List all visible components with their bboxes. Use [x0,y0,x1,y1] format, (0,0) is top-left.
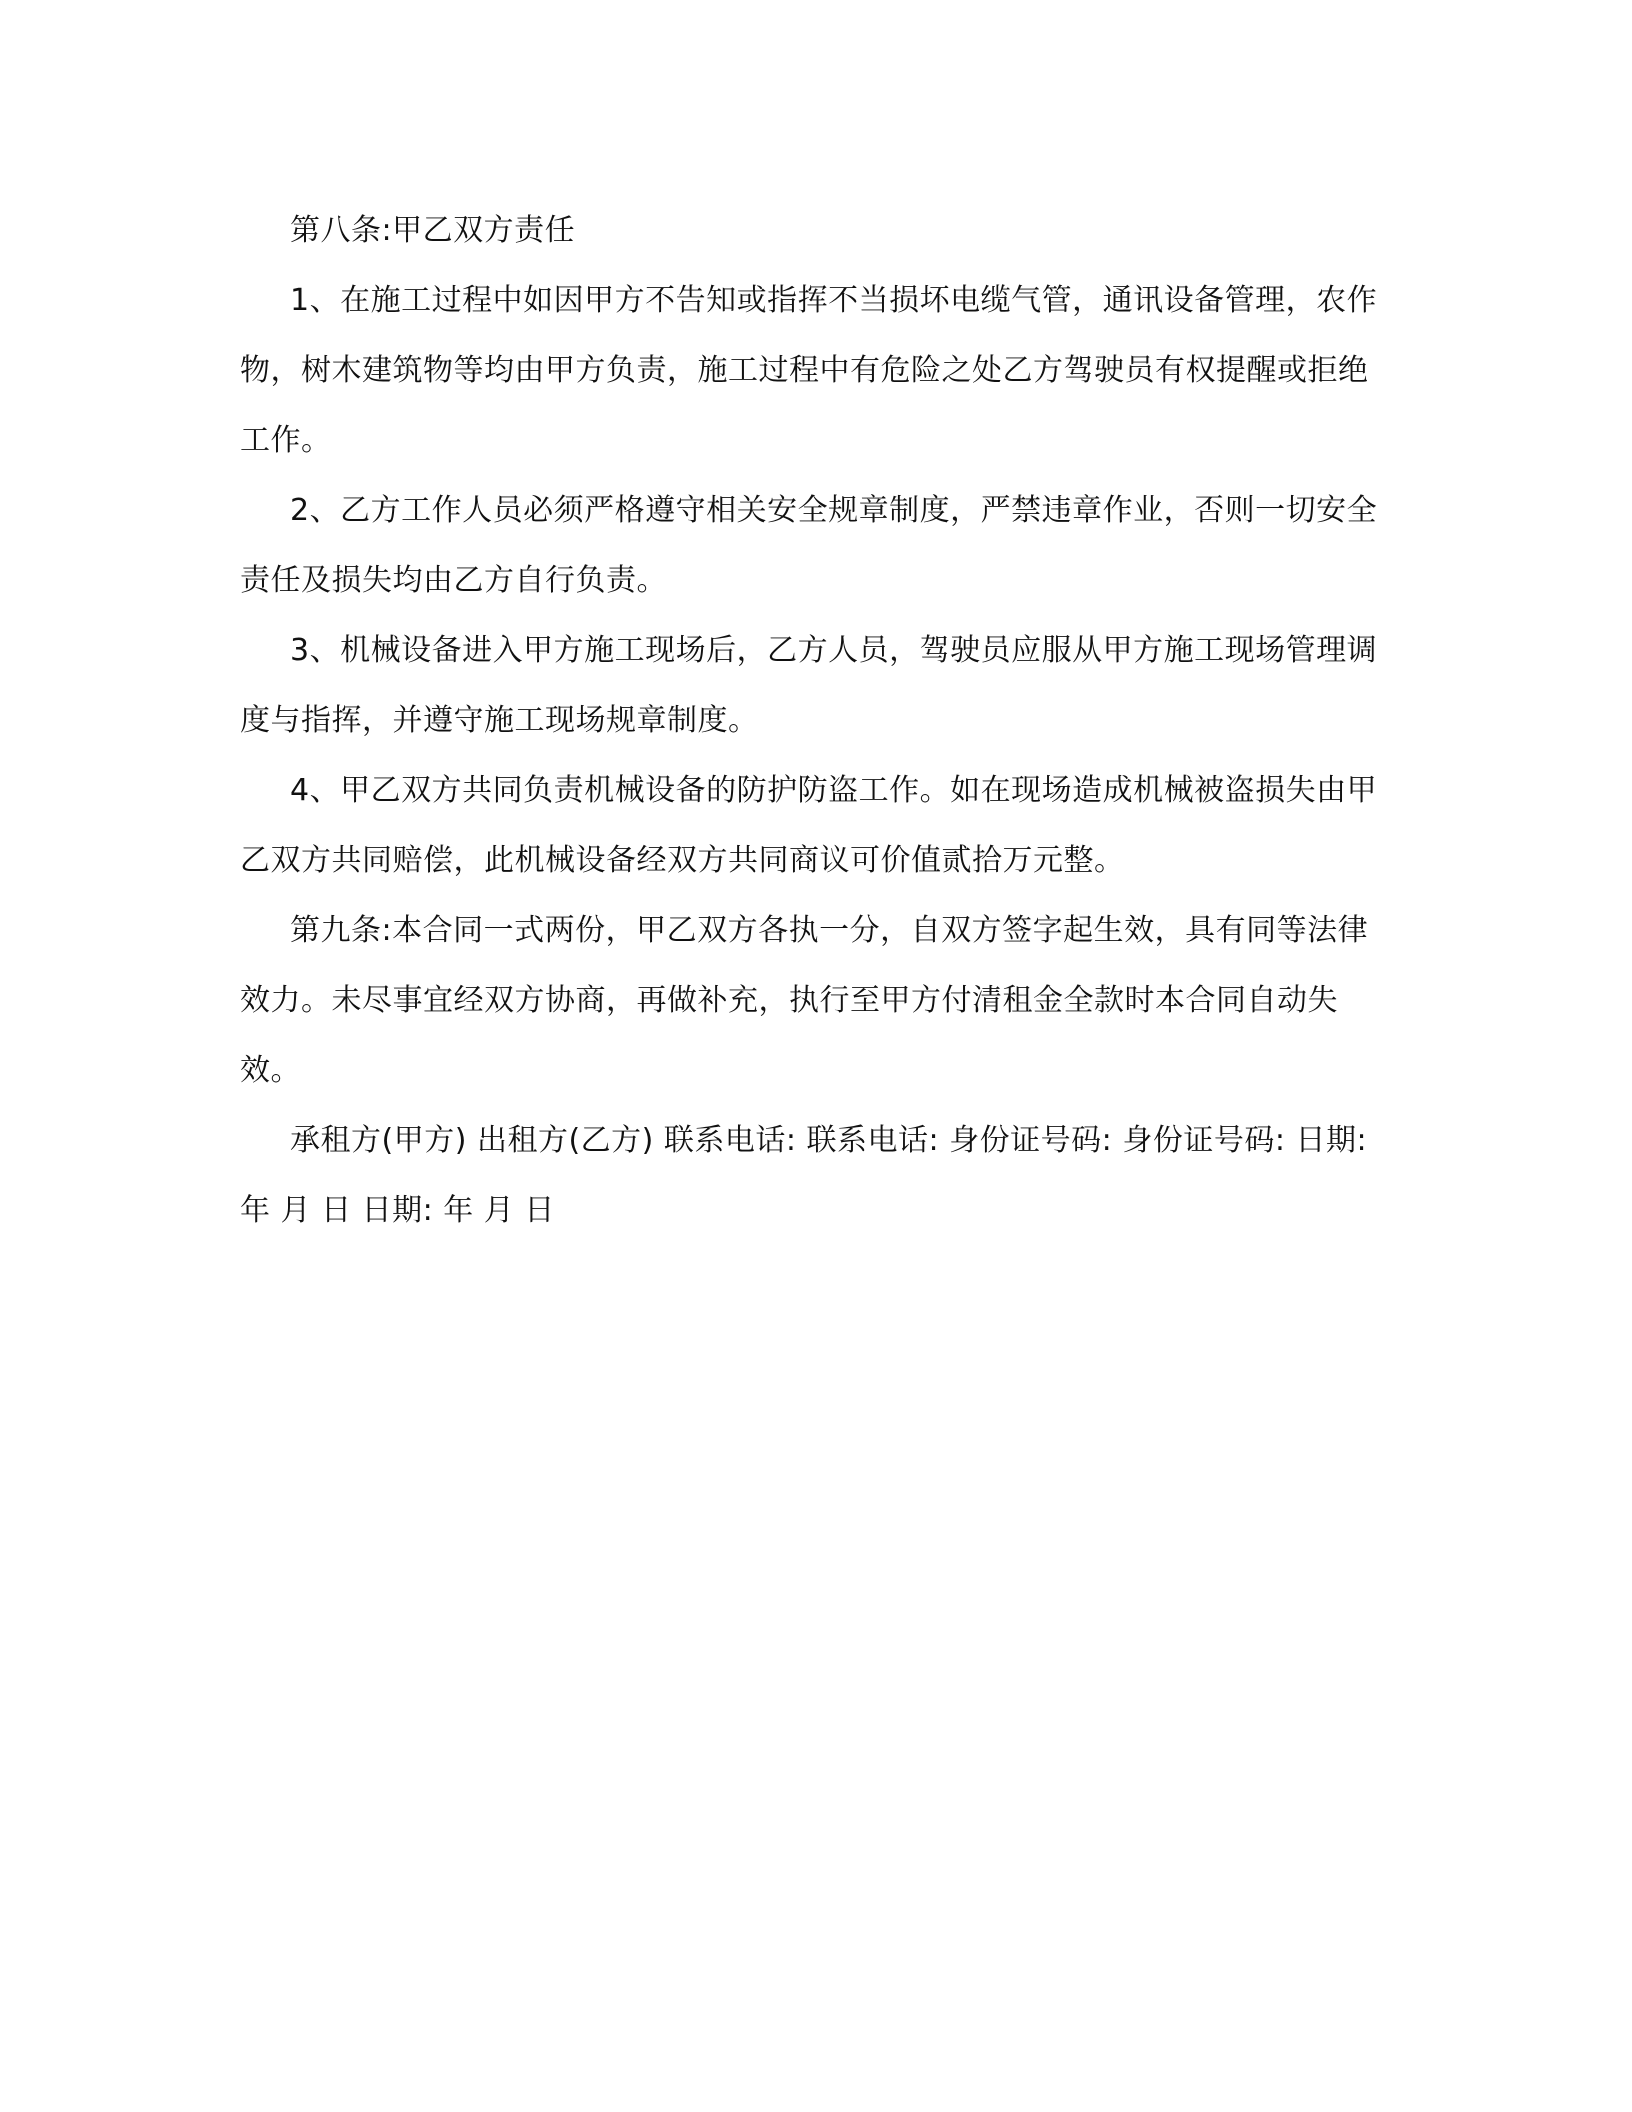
article-8-clause-1: 1、在施工过程中如因甲方不告知或指挥不当损坏电缆气管，通讯设备管理，农作物，树木建筑物等均由甲方负责，施工过程中有危险之处乙方驾驶员有权提醒或拒绝工作。 [240,283,1378,458]
article-8-clause-2: 2、乙方工作人员必须严格遵守相关安全规章制度，严禁违章作业，否则一切安全责任及损失均由乙方自行负责。 [240,493,1378,598]
document-body [240,196,1390,1246]
article-8-clause-3: 3、机械设备进入甲方施工现场后，乙方人员，驾驶员应服从甲方施工现场管理调度与指挥，并遵守施工现场规章制度。 [240,633,1378,738]
article-8-heading: 第八条:甲乙双方责任 [290,213,576,248]
signature-block: 承租方(甲方) 出租方(乙方) 联系电话: 联系电话: 身份证号码: 身份证号码: 日期: 年 月 日 日期: 年 月 日 [240,1123,1368,1228]
article-8-clause-4: 4、甲乙双方共同负责机械设备的防护防盗工作。如在现场造成机械被盗损失由甲乙双方共同赔偿，此机械设备经双方共同商议可价值贰拾万元整。 [240,773,1378,878]
article-9: 第九条:本合同一式两份，甲乙双方各执一分，自双方签字起生效，具有同等法律效力。未尽事宜经双方协商，再做补充，执行至甲方付清租金全款时本合同自动失效。 [240,913,1369,1088]
